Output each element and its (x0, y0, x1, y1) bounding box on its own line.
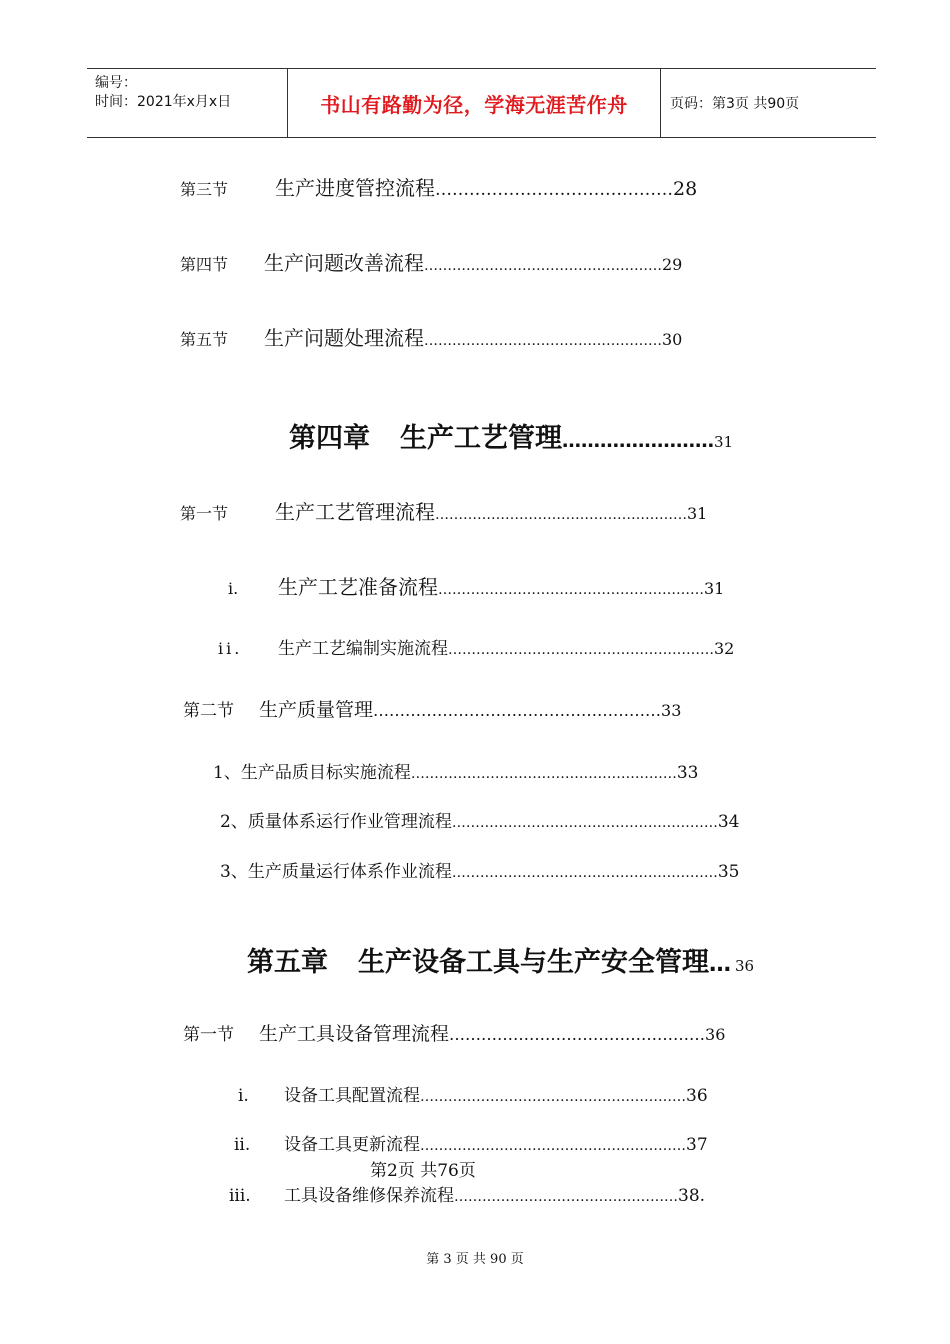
toc-page: 36 (686, 1086, 708, 1106)
header-page-label: 页码：第3页 共90页 (670, 96, 800, 112)
toc-title: 生产工具设备管理流程 (259, 1023, 450, 1045)
page-header (87, 68, 876, 138)
overlay-page-count: 第2页 共76页 (370, 1161, 476, 1181)
toc-entry[interactable] (228, 571, 724, 600)
chapter-label: 第四章 (289, 423, 370, 454)
toc-title: 生产工艺准备流程 (278, 575, 438, 599)
toc-leader: ………………………………………………… (410, 766, 677, 782)
toc-label: 第四节 (180, 255, 229, 274)
toc-title: 生产品质目标实施流程 (240, 763, 411, 783)
toc-title: 生产工艺编制实施流程 (278, 639, 448, 659)
toc-entry[interactable] (183, 1019, 725, 1046)
toc-title: 工具设备维修保养流程 (284, 1186, 454, 1206)
toc-page: 30 (662, 330, 683, 349)
toc-leader: …………………………………………… (424, 258, 662, 274)
toc-label: iii. (229, 1186, 251, 1206)
toc-chapter[interactable] (247, 940, 754, 979)
toc-entry[interactable] (180, 322, 682, 351)
toc-leader: ………………………………………………… (451, 865, 718, 881)
toc-page: 29 (662, 255, 683, 274)
toc-entry[interactable] (234, 1130, 708, 1155)
toc-label: ii. (218, 639, 243, 658)
toc-label: i. (228, 579, 239, 598)
toc-leader: ………………………………………… (454, 1189, 678, 1205)
toc-entry[interactable] (213, 758, 698, 783)
toc-entry[interactable] (180, 247, 682, 276)
toc-leader: …………………………………………… (424, 333, 662, 349)
toc-leader: ………………………………………………… (448, 642, 714, 658)
toc-entry[interactable] (220, 807, 739, 832)
toc-leader: ………………………………………………… (420, 1089, 686, 1105)
toc-label: 第五节 (180, 330, 229, 349)
toc-leader: …………………………………… (435, 180, 673, 200)
toc-label: i. (238, 1086, 249, 1106)
chapter-title: 生产设备工具与生产安全管理 (358, 947, 709, 978)
toc-page: 36 (735, 957, 755, 975)
toc-label: 2、 (220, 812, 248, 832)
toc-label: 第一节 (183, 1025, 234, 1045)
toc-leader: ………………………………………………… (451, 815, 718, 831)
toc-label: 第二节 (183, 701, 234, 721)
toc-title: 生产质量管理 (259, 699, 374, 721)
toc-title: 生产进度管控流程 (275, 176, 435, 200)
toc-title: 设备工具配置流程 (284, 1086, 420, 1106)
toc-leader: … (709, 952, 731, 977)
toc-title: 生产问题改善流程 (264, 251, 424, 275)
toc-label: ii. (234, 1135, 251, 1155)
toc-entry[interactable] (180, 496, 707, 525)
date-label: 时间：2021年x月x日 (95, 94, 232, 110)
chapter-title: 生产工艺管理 (400, 423, 562, 454)
toc-leader: …………………… (562, 430, 714, 452)
toc-label: 第一节 (180, 504, 229, 523)
toc-title: 生产工艺管理流程 (275, 500, 435, 524)
toc-title: 设备工具更新流程 (284, 1135, 420, 1155)
toc-entry[interactable] (220, 857, 739, 882)
toc-leader: ……………………………………………… (373, 701, 662, 720)
toc-entry[interactable] (218, 634, 734, 659)
toc-leader: ………………………………………… (449, 1025, 706, 1044)
toc-entry[interactable] (238, 1081, 708, 1106)
toc-page: 28 (673, 178, 698, 200)
toc-page: 33 (676, 763, 699, 783)
toc-leader: ………………………………………………… (420, 1138, 686, 1154)
toc-leader: ………………………………………………… (438, 582, 704, 598)
toc-entry[interactable] (183, 695, 681, 722)
toc-page: 35 (717, 862, 740, 882)
toc-page: 31 (687, 504, 708, 523)
toc-page: 31 (714, 433, 734, 451)
toc-page: 37 (686, 1135, 708, 1155)
chapter-label: 第五章 (247, 947, 328, 978)
toc-leader: ……………………………………………… (435, 507, 687, 523)
toc-page: 33 (661, 701, 682, 720)
toc-page: 38. (678, 1186, 706, 1206)
toc-page: 34 (717, 812, 740, 832)
toc-page: 31 (704, 579, 725, 598)
header-divider (660, 69, 661, 137)
code-label: 编号： (95, 75, 137, 91)
toc-entry[interactable] (180, 172, 697, 201)
toc-label: 3、 (220, 862, 248, 882)
header-meta (87, 69, 287, 137)
toc-page: 32 (714, 639, 735, 658)
toc-label: 第三节 (180, 180, 229, 199)
toc-chapter[interactable] (289, 416, 733, 455)
toc-label: 1、 (213, 763, 241, 783)
page-footer: 第 3 页 共 90 页 (426, 1252, 524, 1267)
toc-page: 36 (705, 1025, 726, 1044)
toc-title: 质量体系运行作业管理流程 (247, 812, 452, 832)
toc-entry[interactable] (229, 1181, 705, 1206)
toc-title: 生产质量运行体系作业流程 (247, 862, 452, 882)
header-motto: 书山有路勤为径，学海无涯苦作舟 (320, 92, 628, 117)
toc-title: 生产问题处理流程 (264, 326, 424, 350)
